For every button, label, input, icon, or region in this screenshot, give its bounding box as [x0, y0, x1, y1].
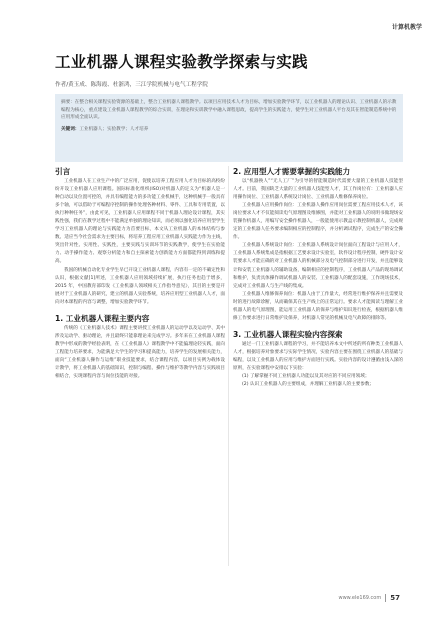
section-heading-intro: 引言 — [55, 167, 71, 176]
abstract-box — [55, 94, 403, 162]
paragraph: 工业机器人应用操作岗位：工业机器人操作应用岗位需要工程应用技术人才，该岗位要求人才不仅能阅读电气原理图及维修图，并能对工业机器人的说明书做现场安装操作机器人，用编写安全操作机器人，一般能使用示教盒示教控制机器人，完成规定的工业机器人任务要求编制相应的控制程序，并分析调试程序，完成生产的安全操作。 — [233, 203, 403, 241]
paragraph: 以“机器换人”“无人工厂”为引导的智能制造时代需要大量的工业机器人技能型人才。目前，我国缺乏大量的工业机器人技能型人才，其工作岗位有：工业机器人应用操作岗位、工业机器人系统设计岗位、工业机器人维修保养岗位。 — [233, 179, 403, 201]
article-title: 工业机器人课程实验教学探索与实践 — [55, 53, 308, 71]
page-number: 57 — [385, 594, 400, 602]
paragraph: 工业机器人在工业生产中的广泛应用，促使以培养工程应用人才为目标的高校纷纷开设工业机器人应用课程。国际标准化组织(ISO)对机器人的定义为“机器人是一种自动以及位置可控的，并具有编程能力的多功能工业机械手，这种机械手一般具有多个轴，可以借助于可编程序控制的操作处理各种材料、零件、工具和专用装置，以执行种种任务”，由此可见，工业机器人应用课程不同于机器人理论设计课程，其实践性强，我们在教学过程中不能满足单独的理论知识，而必须以强化培养应用型学生学习工业机器人的理论与实践能力为首要目标，本文从工业机器人的本体结构与参数、适应当今社会需求为主要目标，将培养工程应用工业机器人实践能力作为主线，突出针对性、实用性、实践性，主要实践与实训环节的实践教学，使学生在实验能力、动手操作能力、观察分析能力和自主探索能力创新能力方面都能得到训练和提高。 — [55, 179, 225, 265]
section-heading-1: 1. 工业机器人课程主要内容 — [55, 313, 150, 323]
article-authors: 作者/黄玉成、陈海霞、杜浙鸿，三江学院机械与电气工程学院 — [55, 82, 208, 88]
section-heading-3: 3. 工业机器人课程实验内容探索 — [233, 329, 343, 339]
paragraph: 传统的《工业机器人技术》课程主要讲授工业机器人的运动学以及运动学、其中涉及运动学、驱动理论，并且最终只能靠理论来完成学习。多年来在工业机器人课程教学中形成的教学经验表明，在《工业机器人》课程教学中不能偏理论轻实践，面向工程能力培养要求，为能满足大学生的学习和提高能力，培养学生的发展相关能力，面向“工业机器人操作与运维”职业技能要求，结合课程内容，以项目实例为载体设计教学，将工业机器人的基础知识，控制与编程、操作与维护等教学内容与实践项目相结合，实现课程内容与岗位技能的对接。 — [55, 325, 225, 380]
page-footer — [338, 594, 400, 602]
keywords-label: 关键词： — [61, 126, 80, 132]
keywords-line — [61, 126, 397, 134]
abstract-text: 摘要：在整合相关课程实验资源的基础上，整合工业机器人课程教学。以项目应用技术人才为目标，增加实验教学环节，以工业机器人的理论认识、工业机器人的示教编程为核心，重点建设工业机器人课程教学的综合实训，在理论和实训教学中融入课程思政，提高学生的实践能力，使学生对工业机器人平台及其在智能制造系统中的应用形成全面认识。 — [61, 100, 397, 121]
column-divider — [228, 166, 229, 566]
left-column — [55, 166, 225, 381]
paragraph: 通过一门工业机器人课程的学习，并不能培养本文中所述的所有种类工业机器人人才，根据培养对象要求与实际学生情况，实验内容主要在围绕工业机器人的基础与编程，以及工业机器人的应用与维护方面进行实践。实验内容的设计遵循由浅入深的原则，在实验课程中安排以下实验： — [233, 341, 403, 371]
section-heading-2: 2. 应用型人才需要掌握的实践能力 — [233, 167, 351, 176]
footer-url: www.ele169.com — [338, 595, 382, 601]
paragraph: 工业机器人维修保养岗位：机器人由于工作量大，经常进行维护保养并且需要及时的进行故障诊断，从而确保其在生产线上的正常运行。要求人才能阅读与理解工业机器人的电气原理图，能运用工业机器人的保养与维护知识进行检查，根据机器人维修工作要求进行日常维护及保养，对机器人常见的机械及电气故障的排除等。 — [233, 291, 403, 321]
keywords-text: 工业机器人；实验教学；人才培养 — [79, 126, 149, 132]
right-column — [233, 166, 403, 389]
paragraph: (1) 了解掌握不同工业机器人功能以及其对应的不同应用领域； — [242, 374, 370, 380]
article-header — [55, 50, 395, 88]
section-tag: 计算机教学 — [391, 24, 422, 31]
page-header — [0, 0, 440, 40]
paragraph: 我国的机械自动化专业学生早已开设工业机器人课程，内容有一定的不确定性和认识，根据文献[1]所述，工业机器人应用领域持续扩展，执行任务也趋于增多，2015 年，中国教育部印发《工业机器人领域相关工作指导意见》，其目的主要是开展对于工业机器人的研究，建立的机器人实验系统，培养应用型工业机器人人才，面向对本课程的内容与调整，增加实验教学环节。 — [55, 267, 225, 305]
paragraph: 工业机器人系统设计岗位：工业机器人系统设计岗位面向工程设计与应用人才，工业机器人系统集成是指根据工艺要求设计实验室，软件设计程序控制，硬件设计安装要求人才能正确的对工业机器人的机械部分及电气控制部分进行开发，并且能够设计和安装工业机器人的辅助设备，编制相应的控制程序，工业机器人产品的现场调试和维护，负责具体操作调试机器人的安装、工业机器人的配套设施，工作现场技术，完成对工业机器人与生产线的集成。 — [233, 243, 403, 289]
paragraph: (2) 认识工业机器人的主要组成，并理解工业机器人的主要参数； — [242, 382, 375, 388]
